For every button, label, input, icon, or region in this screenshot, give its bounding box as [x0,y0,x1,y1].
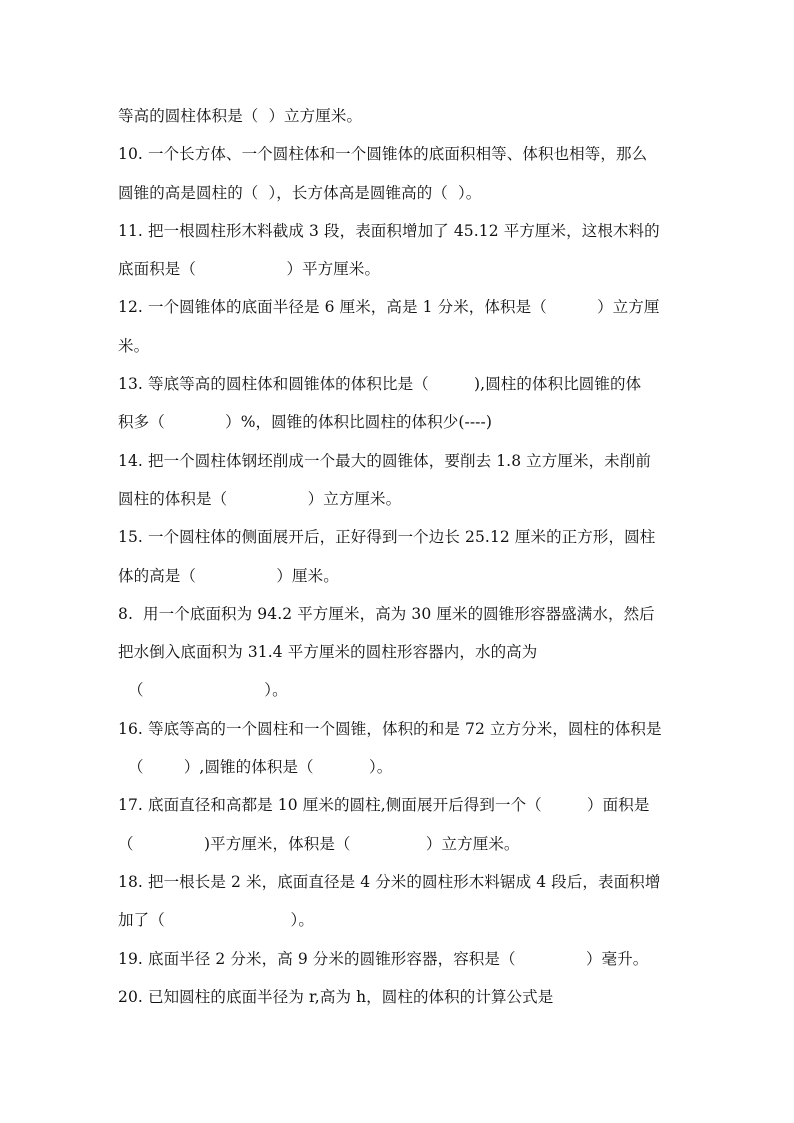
question-11-line-2: 底面积是（ ）平方厘米。 [118,260,381,279]
question-16-line-2: （ ）,圆锥的体积是（ ）。 [128,758,393,777]
question-14-line-2: 圆柱的体积是（ ）立方厘米。 [118,489,402,508]
question-18-line-2: 加了（ ）。 [118,911,314,930]
question-10-line-1: 10. 一个长方体、一个圆柱体和一个圆锥体的底面积相等、体积也相等，那么 [118,145,648,164]
question-12-line-1: 12. 一个圆锥体的底面半径是 6 厘米，高是 1 分米，体积是（ ）立方厘 [118,298,660,317]
question-8-line-2: 把水倒入底面积为 31.4 平方厘米的圆柱形容器内，水的高为 [118,643,538,662]
question-13-line-2: 积多（ ）%，圆锥的体积比圆柱的体积少(----) [118,413,492,432]
question-8-line-1: 8. 用一个底面积为 94.2 平方厘米，高为 30 厘米的圆锥形容器盛满水，然后 [118,604,655,623]
question-10-line-2: 圆锥的高是圆柱的（ ），长方体高是圆锥高的（ ）。 [118,183,482,202]
question-12-line-2: 米。 [118,336,150,355]
question-14-line-1: 14. 把一个圆柱体钢坯削成一个最大的圆锥体，要削去 1.8 立方厘米，未削前 [118,451,651,470]
question-text-block [118,102,688,1021]
question-19-line-1: 19. 底面半径 2 分米，高 9 分米的圆锥形容器，容积是（ ）毫升。 [118,949,649,968]
question-20-line-1: 20. 已知圆柱的底面半径为 r,高为 h，圆柱的体积的计算公式是 [118,987,554,1006]
question-11-line-1: 11. 把一根圆柱形木料截成 3 段，表面积增加了 45.12 平方厘米，这根木料的 [118,221,660,240]
question-15-line-1: 15. 一个圆柱体的侧面展开后，正好得到一个边长 25.12 厘米的正方形，圆柱 [118,528,656,547]
question-8-line-3: （ ）。 [128,681,288,700]
question-16-line-1: 16. 等底等高的一个圆柱和一个圆锥，体积的和是 72 立方分米，圆柱的体积是 [118,719,662,738]
question-17-line-1: 17. 底面直径和高都是 10 厘米的圆柱,侧面展开后得到一个（ ）面积是 [118,796,650,815]
text-line-1: 等高的圆柱体积是（ ）立方厘米。 [118,107,363,125]
question-17-line-2: （ )平方厘米，体积是（ ）立方厘米。 [118,834,520,853]
question-13-line-1: 13. 等底等高的圆柱体和圆锥体的体积比是（ ),圆柱的体积比圆锥的体 [118,375,642,394]
question-15-line-2: 体的高是（ ）厘米。 [118,566,339,585]
question-18-line-1: 18. 把一根长是 2 米，底面直径是 4 分米的圆柱形木料锯成 4 段后，表面积增 [118,872,661,891]
